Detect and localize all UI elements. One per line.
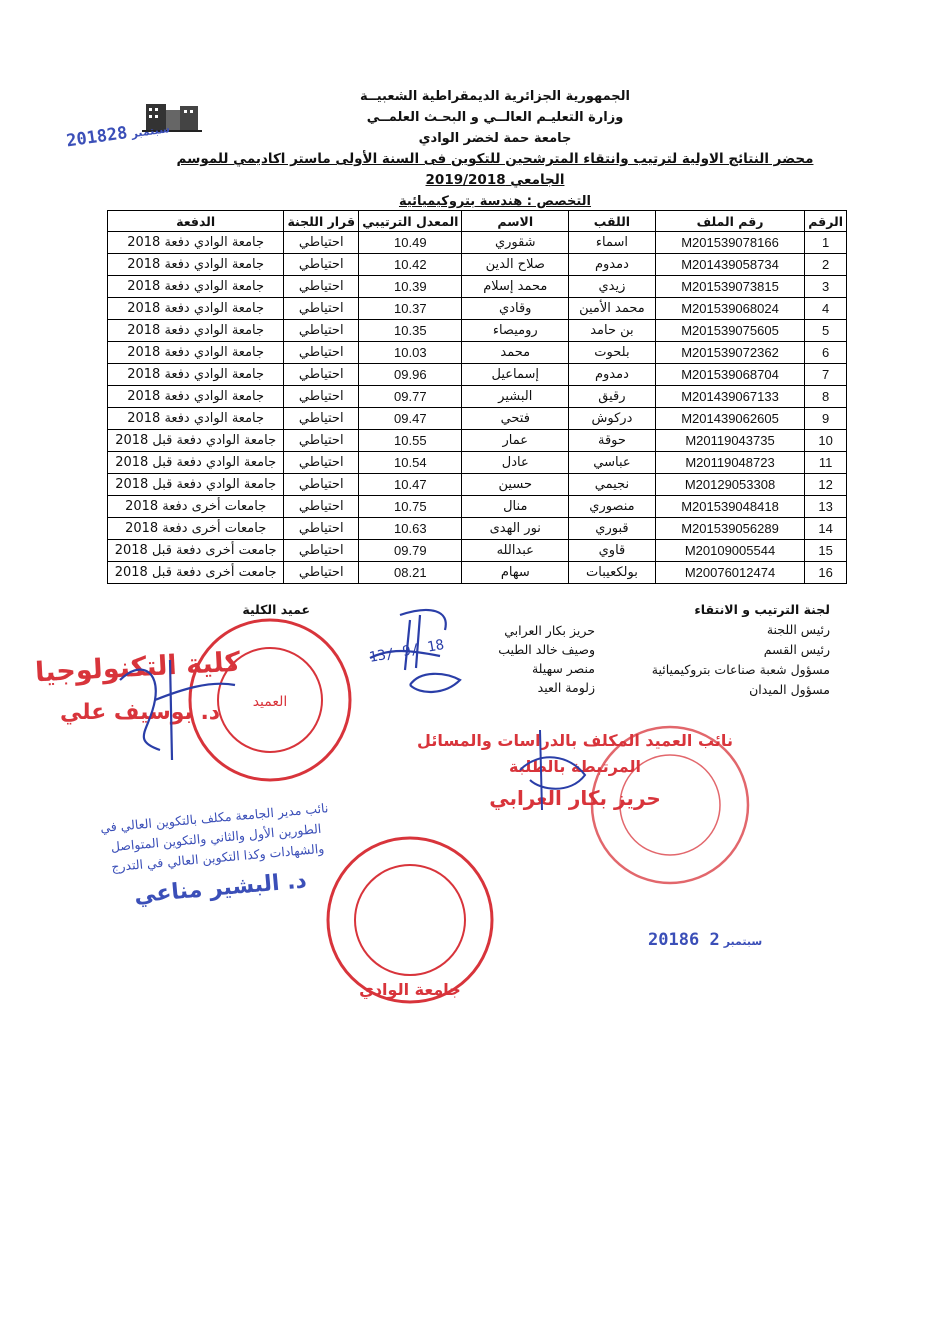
vice-dean-stamp: نائب العميد المكلف بالدراسات والمسائل المرتبطة بالطلبة حريز بكار العرابي: [417, 731, 733, 810]
cell-grade: 09.77: [359, 386, 462, 408]
header-first-name: الاسم: [462, 211, 569, 232]
cell-first-name: روميصاء: [462, 320, 569, 342]
header-file-number: رقم الملف: [655, 211, 804, 232]
cell-grade: 10.47: [359, 474, 462, 496]
cell-file-number: M201439062605: [655, 408, 804, 430]
cell-grade: 09.96: [359, 364, 462, 386]
cell-first-name: عمار: [462, 430, 569, 452]
header-decision: قرار اللجنة: [284, 211, 359, 232]
cell-batch: جامعة الوادي دفعة 2018: [108, 386, 284, 408]
table-row: [108, 342, 847, 364]
ministry-title: وزارة التعليـم العالــي و البحـث العلمــي: [366, 110, 624, 125]
cell-decision: احتياطي: [284, 386, 359, 408]
cell-grade: 10.03: [359, 342, 462, 364]
university-seal: [320, 830, 500, 1010]
cell-first-name: محمد إسلام: [462, 276, 569, 298]
cell-number: 5: [805, 320, 847, 342]
committee-role: رئيس اللجنة: [766, 622, 830, 637]
cell-decision: احتياطي: [284, 430, 359, 452]
cell-file-number: M201539048418: [655, 496, 804, 518]
cell-first-name: عادل: [462, 452, 569, 474]
cell-last-name: دمدوم: [569, 254, 656, 276]
cell-decision: احتياطي: [284, 408, 359, 430]
cell-number: 3: [805, 276, 847, 298]
cell-decision: احتياطي: [284, 452, 359, 474]
cell-batch: جامعت أخرى دفعة قبل 2018: [108, 540, 284, 562]
table-row: [108, 298, 847, 320]
cell-decision: احتياطي: [284, 232, 359, 254]
committee-heading: لجنة الترتيب و الانتقاء: [694, 602, 830, 617]
cell-decision: احتياطي: [284, 540, 359, 562]
cell-grade: 10.49: [359, 232, 462, 254]
table-row: [108, 562, 847, 584]
cell-number: 9: [805, 408, 847, 430]
cell-grade: 10.63: [359, 518, 462, 540]
cell-decision: احتياطي: [284, 562, 359, 584]
cell-batch: جامعة الوادي دفعة 2018: [108, 232, 284, 254]
cell-decision: احتياطي: [284, 518, 359, 540]
committee-role: مسؤول الميدان: [749, 682, 830, 697]
table-body: [108, 232, 847, 584]
cell-number: 4: [805, 298, 847, 320]
cell-number: 6: [805, 342, 847, 364]
cell-number: 16: [805, 562, 847, 584]
cell-file-number: M20119043735: [655, 430, 804, 452]
cell-number: 12: [805, 474, 847, 496]
table-row: [108, 408, 847, 430]
cell-batch: جامعت أخرى دفعة قبل 2018: [108, 562, 284, 584]
university-title: جامعة حمة لخضر الوادي: [418, 131, 572, 146]
header-number: الرقم: [805, 211, 847, 232]
cell-grade: 10.37: [359, 298, 462, 320]
table-row: [108, 254, 847, 276]
cell-last-name: دركوش: [569, 408, 656, 430]
table-row: [108, 452, 847, 474]
table-row: [108, 474, 847, 496]
committee-role: رئيس القسم: [763, 642, 830, 657]
dean-title: العميد: [252, 694, 288, 710]
cell-last-name: بن حامد: [569, 320, 656, 342]
cell-batch: جامعة الوادي دفعة 2018: [108, 254, 284, 276]
cell-first-name: منال: [462, 496, 569, 518]
cell-batch: جامعة الوادي دفعة 2018: [108, 320, 284, 342]
results-table: [107, 210, 847, 584]
cell-file-number: M20119048723: [655, 452, 804, 474]
republic-title: الجمهورية الجزائرية الديمقراطية الشعبيــة: [359, 89, 631, 104]
table-row: [108, 320, 847, 342]
cell-grade: 10.54: [359, 452, 462, 474]
date-stamp-bottom: 2018 سبتمبر2 6: [648, 930, 763, 950]
cell-grade: 10.35: [359, 320, 462, 342]
cell-last-name: منصوري: [569, 496, 656, 518]
cell-grade: 08.21: [359, 562, 462, 584]
table-row: [108, 430, 847, 452]
cell-file-number: M201539056289: [655, 518, 804, 540]
specialty-title: التخصص : هندسة بتروكيميائية: [398, 194, 592, 209]
cell-decision: احتياطي: [284, 474, 359, 496]
dean-signature: [100, 640, 250, 770]
cell-last-name: عباسي: [569, 452, 656, 474]
cell-number: 1: [805, 232, 847, 254]
cell-file-number: M201439067133: [655, 386, 804, 408]
header-grade: المعدل الترتيبي: [359, 211, 462, 232]
cell-file-number: M201539072362: [655, 342, 804, 364]
cell-last-name: دمدوم: [569, 364, 656, 386]
cell-last-name: نجيمي: [569, 474, 656, 496]
cell-grade: 10.75: [359, 496, 462, 518]
cell-number: 2: [805, 254, 847, 276]
cell-last-name: محمد الأمين: [569, 298, 656, 320]
dean-label: عميد الكلية: [242, 602, 310, 617]
cell-file-number: M20109005544: [655, 540, 804, 562]
committee-name: زلومة العيد: [537, 680, 595, 695]
svg-text:13/ 9/ 18: 13/ 9/ 18: [367, 637, 446, 666]
table-row: [108, 364, 847, 386]
cell-last-name: حوقة: [569, 430, 656, 452]
cell-number: 14: [805, 518, 847, 540]
vice-dean-signature: [490, 720, 610, 820]
cell-batch: جامعات أخرى دفعة 2018: [108, 496, 284, 518]
cell-batch: جامعة الوادي دفعة 2018: [108, 364, 284, 386]
header-batch: الدفعة: [108, 211, 284, 232]
cell-file-number: M201539073815: [655, 276, 804, 298]
cell-batch: جامعة الوادي دفعة 2018: [108, 276, 284, 298]
cell-last-name: بلحوت: [569, 342, 656, 364]
cell-batch: جامعة الوادي دفعة قبل 2018: [108, 474, 284, 496]
cell-file-number: M20076012474: [655, 562, 804, 584]
cell-first-name: البشير: [462, 386, 569, 408]
cell-decision: احتياطي: [284, 254, 359, 276]
cell-number: 8: [805, 386, 847, 408]
cell-first-name: حسين: [462, 474, 569, 496]
committee-name: وصيف خالد الطيب: [498, 642, 595, 657]
cell-grade: 10.42: [359, 254, 462, 276]
cell-first-name: محمد: [462, 342, 569, 364]
cell-decision: احتياطي: [284, 320, 359, 342]
cell-number: 11: [805, 452, 847, 474]
cell-decision: احتياطي: [284, 496, 359, 518]
cell-file-number: M201539068704: [655, 364, 804, 386]
cell-first-name: صلاح الدين: [462, 254, 569, 276]
cell-grade: 10.39: [359, 276, 462, 298]
dean-name-stamp: د. بوسيف علي: [60, 700, 221, 725]
cell-first-name: عبدالله: [462, 540, 569, 562]
table-row: [108, 276, 847, 298]
cell-file-number: M201539068024: [655, 298, 804, 320]
cell-first-name: فتحي: [462, 408, 569, 430]
committee-name: منصر سهيلة: [531, 661, 595, 676]
committee-block: [620, 600, 830, 700]
cell-last-name: رقيق: [569, 386, 656, 408]
table-row: [108, 232, 847, 254]
university-seal-label: جامعة الوادي: [359, 980, 461, 999]
cell-file-number: M201539075605: [655, 320, 804, 342]
table-row: [108, 496, 847, 518]
table-row: [108, 518, 847, 540]
cell-first-name: إسماعيل: [462, 364, 569, 386]
cell-file-number: M20129053308: [655, 474, 804, 496]
cell-last-name: قاوي: [569, 540, 656, 562]
cell-file-number: M201439058734: [655, 254, 804, 276]
cell-batch: جامعة الوادي دفعة 2018: [108, 342, 284, 364]
cell-batch: جامعة الوادي دفعة قبل 2018: [108, 430, 284, 452]
cell-batch: جامعة الوادي دفعة 2018: [108, 298, 284, 320]
cell-number: 7: [805, 364, 847, 386]
cell-first-name: وقادي: [462, 298, 569, 320]
cell-batch: جامعة الوادي دفعة 2018: [108, 408, 284, 430]
cell-file-number: M201539078166: [655, 232, 804, 254]
committee-name: حريز بكار العرابي: [504, 623, 595, 638]
cell-batch: جامعة الوادي دفعة قبل 2018: [108, 452, 284, 474]
committee-role: مسؤول شعبة صناعات بتروكيميائية: [651, 662, 830, 677]
document-header: [150, 86, 840, 212]
cell-number: 15: [805, 540, 847, 562]
cell-last-name: زيدي: [569, 276, 656, 298]
faculty-stamp-text: كلية التكنولوجيا: [34, 646, 241, 689]
cell-decision: احتياطي: [284, 342, 359, 364]
cell-first-name: سهام: [462, 562, 569, 584]
cell-decision: احتياطي: [284, 364, 359, 386]
cell-decision: احتياطي: [284, 276, 359, 298]
date-stamp-top: 2018 سبتمبر28: [65, 122, 171, 152]
table-row: [108, 386, 847, 408]
cell-first-name: نور الهدى: [462, 518, 569, 540]
cell-last-name: قبوري: [569, 518, 656, 540]
cell-grade: 09.47: [359, 408, 462, 430]
cell-grade: 09.79: [359, 540, 462, 562]
committee-signature: [350, 600, 480, 710]
cell-grade: 10.55: [359, 430, 462, 452]
cell-number: 10: [805, 430, 847, 452]
table-header-row: [108, 211, 847, 232]
cell-decision: احتياطي: [284, 298, 359, 320]
cell-number: 13: [805, 496, 847, 518]
cell-first-name: شقوري: [462, 232, 569, 254]
vice-rector-stamp: نائب مدير الجامعة مكلف بالتكوين العالي في الطورين الأول والثاني والتكوين المتواصل والشهادات وكذا التكوين العالي في التدرج د. البشير مناعي: [99, 800, 329, 909]
header-last-name: اللقب: [569, 211, 656, 232]
cell-last-name: اسماء: [569, 232, 656, 254]
cell-batch: جامعات أخرى دفعة 2018: [108, 518, 284, 540]
cell-last-name: بولكعيبات: [569, 562, 656, 584]
table-row: [108, 540, 847, 562]
document-title: محضر النتائج الاولية لترتيب وانتقاء المترشحين للتكوين فى السنة الأولى ماستر اكاديمي للموسم الجامعي 2019/2018: [176, 151, 814, 188]
